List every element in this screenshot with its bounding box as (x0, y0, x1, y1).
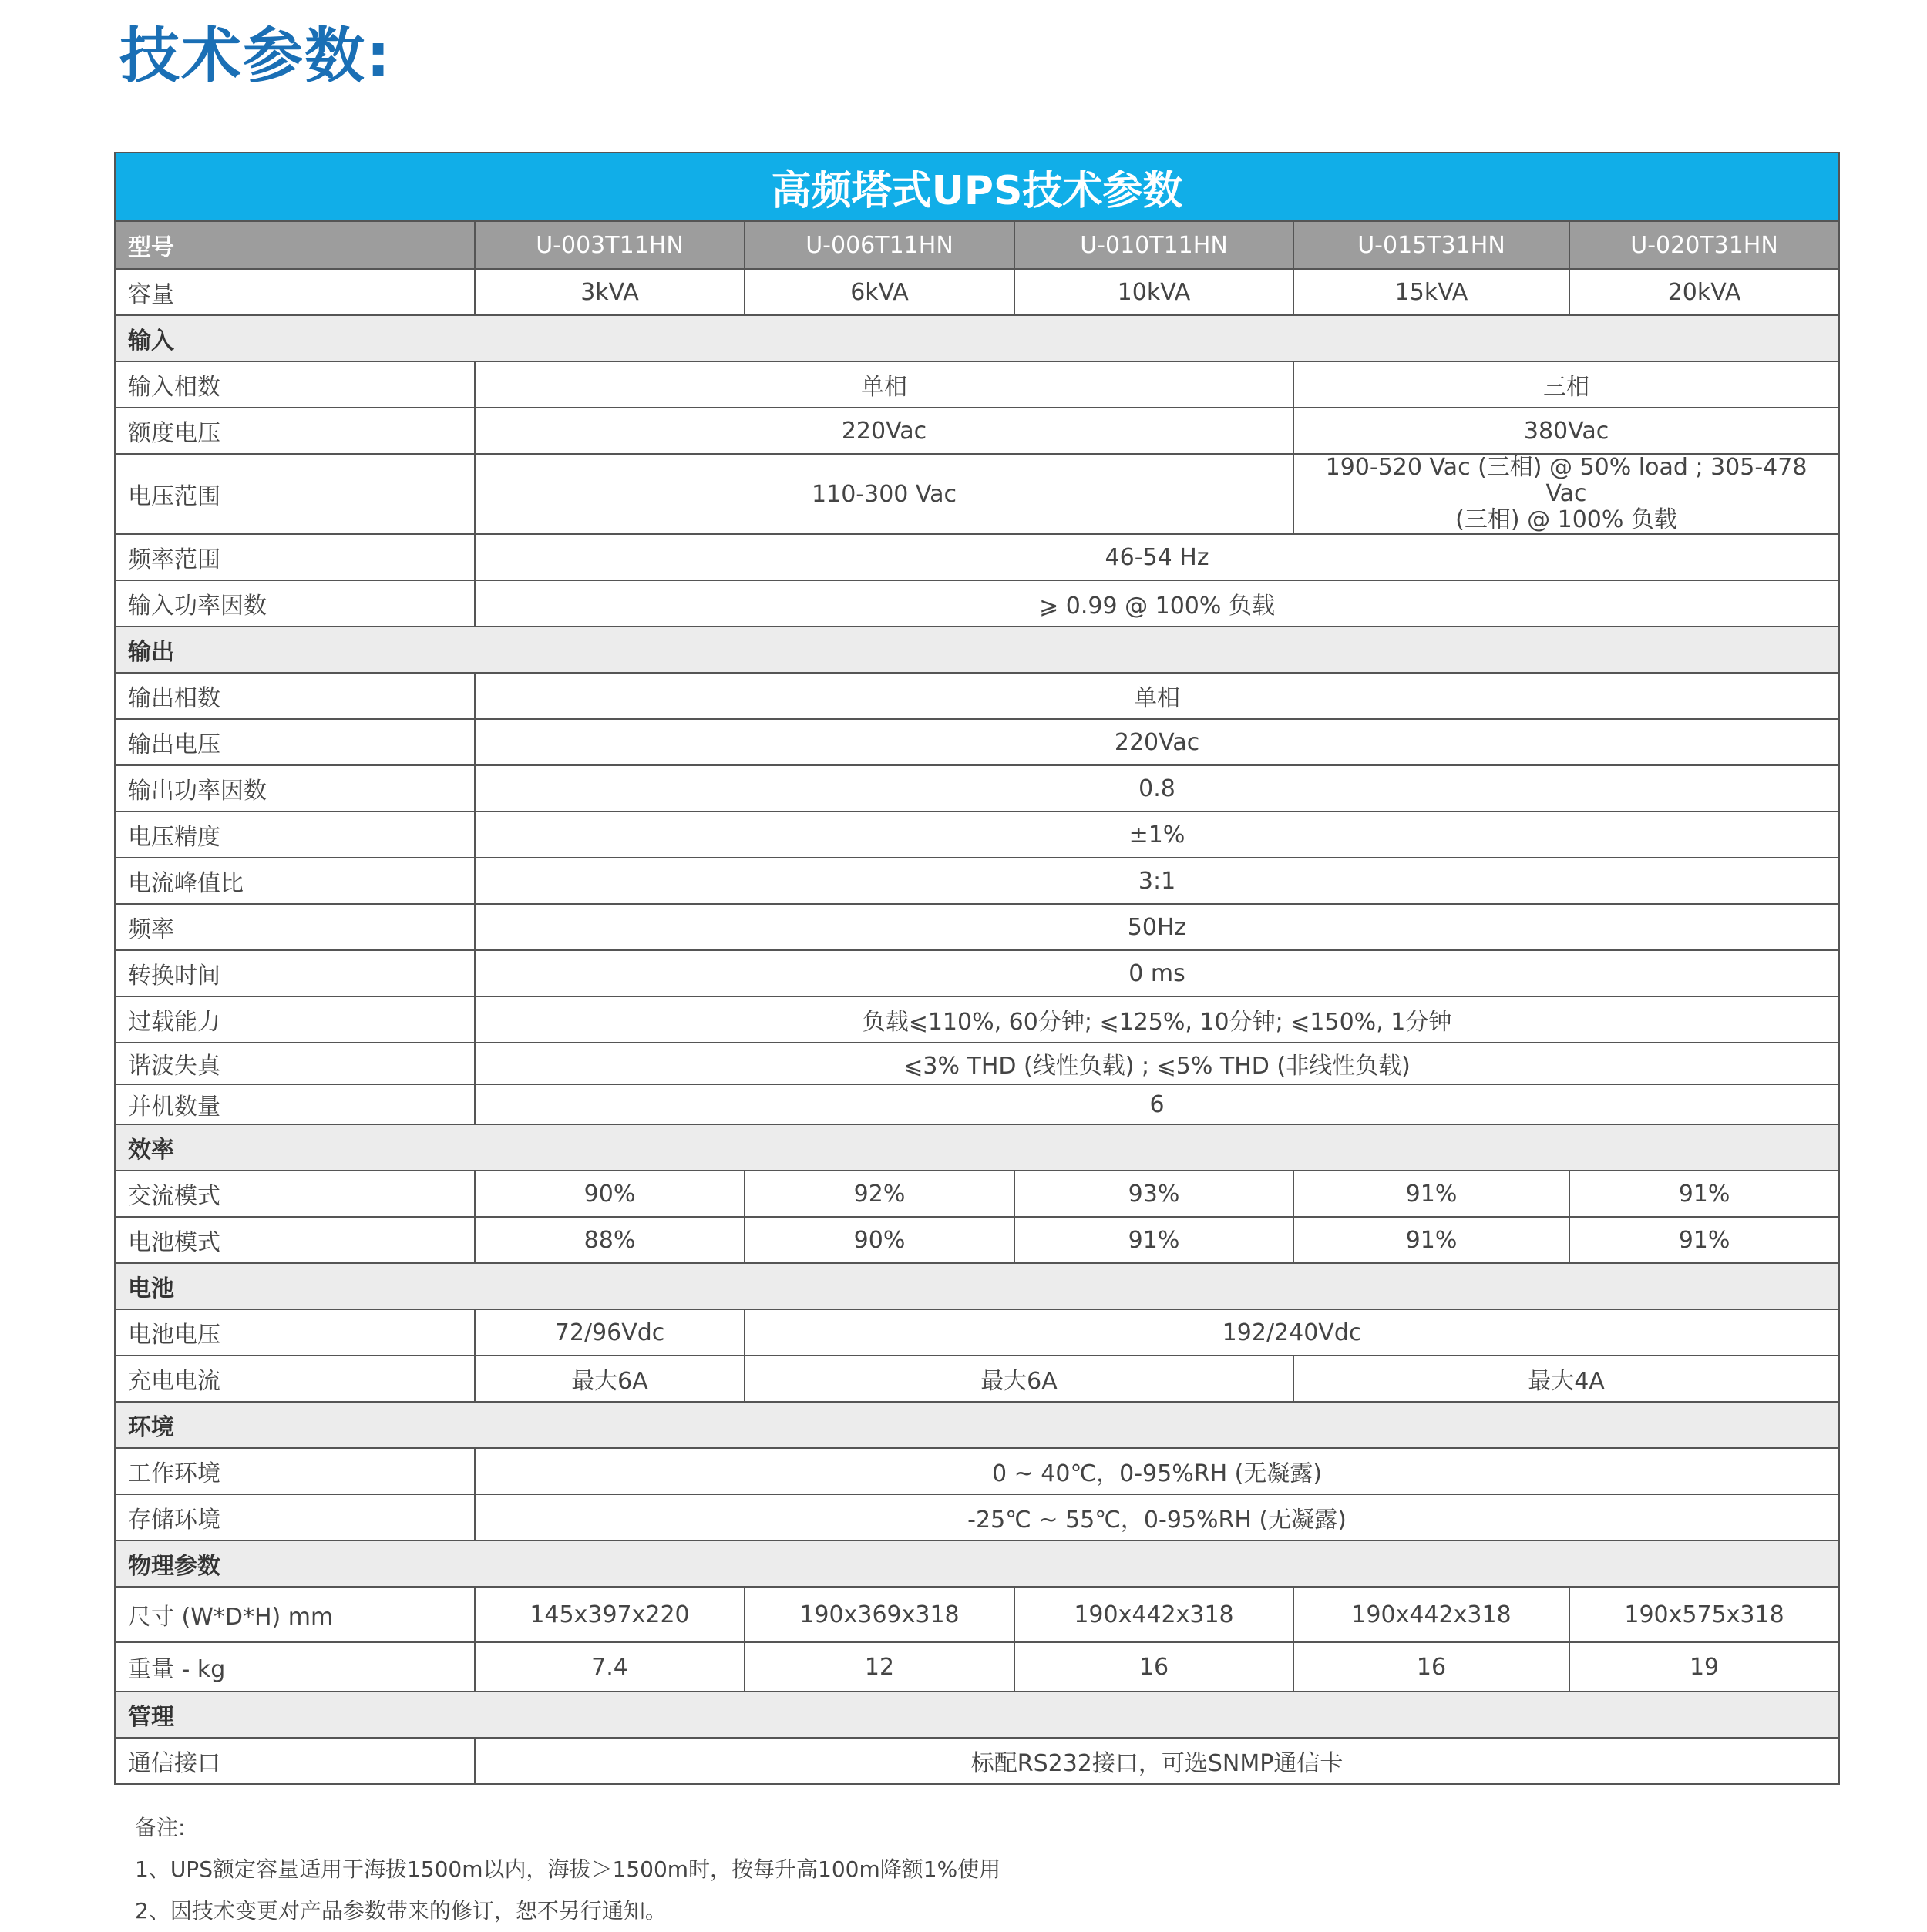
value-cell: 20kVA (1569, 269, 1839, 315)
row-label: 输入相数 (115, 361, 475, 408)
output-crest-row (115, 858, 1839, 904)
section-heading: 输出 (115, 627, 1839, 673)
section-heading: 物理参数 (115, 1541, 1839, 1587)
value-cell: 220Vac (475, 408, 1293, 454)
battery-charge-row (115, 1356, 1839, 1402)
env-operating-row (115, 1448, 1839, 1494)
row-label: 存储环境 (115, 1494, 475, 1541)
model-cell: U-010T11HN (1014, 221, 1293, 269)
value-cell: 10kVA (1014, 269, 1293, 315)
section-heading: 电池 (115, 1263, 1839, 1309)
value-cell: 145x397x220 (475, 1587, 745, 1642)
value-cell: 12 (745, 1642, 1014, 1692)
row-label: 电流峰值比 (115, 858, 475, 904)
spec-table (114, 152, 1840, 1785)
row-label: 电压精度 (115, 811, 475, 858)
value-cell: 91% (1569, 1171, 1839, 1217)
value-cell: 0.8 (475, 765, 1839, 811)
value-cell: 190x369x318 (745, 1587, 1014, 1642)
row-label: 转换时间 (115, 950, 475, 996)
row-label: 过载能力 (115, 996, 475, 1043)
model-row (115, 221, 1839, 269)
value-cell: 72/96Vdc (475, 1309, 745, 1356)
row-label: 频率 (115, 904, 475, 950)
section-heading: 效率 (115, 1124, 1839, 1171)
row-label: 交流模式 (115, 1171, 475, 1217)
value-cell: 6kVA (745, 269, 1014, 315)
section-row-input (115, 315, 1839, 361)
section-row-efficiency (115, 1124, 1839, 1171)
row-label: 电压范围 (115, 454, 475, 534)
row-label: 额度电压 (115, 408, 475, 454)
management-comm-row (115, 1738, 1839, 1784)
row-label: 通信接口 (115, 1738, 475, 1784)
row-label: 重量 - kg (115, 1642, 475, 1692)
value-cell: ⩽3% THD (线性负载) ; ⩽5% THD (非线性负载) (475, 1043, 1839, 1084)
section-row-management (115, 1692, 1839, 1738)
output-parallel-row (115, 1084, 1839, 1124)
table-banner-title: 高频塔式UPS技术参数 (115, 153, 1839, 221)
output-thd-row (115, 1043, 1839, 1084)
value-cell: 190x442x318 (1014, 1587, 1293, 1642)
value-cell: 0 ms (475, 950, 1839, 996)
row-label: 电池电压 (115, 1309, 475, 1356)
note-item: 2、因技术变更对产品参数带来的修订，恕不另行通知。 (135, 1898, 667, 1924)
page-title: 技术参数: (119, 22, 392, 91)
section-heading: 环境 (115, 1402, 1839, 1448)
section-row-environment (115, 1402, 1839, 1448)
value-cell: 50Hz (475, 904, 1839, 950)
row-label: 工作环境 (115, 1448, 475, 1494)
value-cell: 0 ~ 40℃，0-95%RH (无凝露) (475, 1448, 1839, 1494)
row-label: 并机数量 (115, 1084, 475, 1124)
input-pf-row (115, 580, 1839, 627)
value-cell: 16 (1293, 1642, 1569, 1692)
row-label: 尺寸 (W*D*H) mm (115, 1587, 475, 1642)
notes-heading: 备注: (135, 1815, 186, 1840)
capacity-row (115, 269, 1839, 315)
value-cell: 190x442x318 (1293, 1587, 1569, 1642)
value-cell: 3kVA (475, 269, 745, 315)
row-label: 输出功率因数 (115, 765, 475, 811)
value-cell: ±1% (475, 811, 1839, 858)
section-heading: 管理 (115, 1692, 1839, 1738)
section-heading: 输入 (115, 315, 1839, 361)
value-cell: 16 (1014, 1642, 1293, 1692)
output-freq-row (115, 904, 1839, 950)
model-cell: U-015T31HN (1293, 221, 1569, 269)
output-accuracy-row (115, 811, 1839, 858)
section-row-output (115, 627, 1839, 673)
value-cell: 220Vac (475, 719, 1839, 765)
output-voltage-row (115, 719, 1839, 765)
value-cell: 90% (475, 1171, 745, 1217)
value-cell: 7.4 (475, 1642, 745, 1692)
efficiency-ac-row (115, 1171, 1839, 1217)
row-label: 输出电压 (115, 719, 475, 765)
row-label: 电池模式 (115, 1217, 475, 1263)
value-cell: 单相 (475, 673, 1839, 719)
physical-weight-row (115, 1642, 1839, 1692)
section-row-physical (115, 1541, 1839, 1587)
model-cell: U-006T11HN (745, 221, 1014, 269)
value-cell: 90% (745, 1217, 1014, 1263)
note-item: 1、UPS额定容量适用于海拔1500m以内，海拔＞1500m时，按每升高100m降额1%使用 (135, 1856, 1001, 1882)
row-label: 充电电流 (115, 1356, 475, 1402)
value-cell: 93% (1014, 1171, 1293, 1217)
range-line-1: 190-520 Vac (三相) @ 50% load ; 305-478 Vac (1325, 454, 1808, 507)
value-cell: 91% (1569, 1217, 1839, 1263)
output-pf-row (115, 765, 1839, 811)
row-label: 谐波失真 (115, 1043, 475, 1084)
output-transfer-row (115, 950, 1839, 996)
value-cell: ⩾ 0.99 @ 100% 负载 (475, 580, 1839, 627)
value-cell: 46-54 Hz (475, 534, 1839, 580)
value-cell: 88% (475, 1217, 745, 1263)
output-phases-row (115, 673, 1839, 719)
value-cell: 380Vac (1293, 408, 1839, 454)
value-cell: 91% (1293, 1217, 1569, 1263)
value-cell: 92% (745, 1171, 1014, 1217)
value-cell: 3:1 (475, 858, 1839, 904)
value-cell: 最大6A (475, 1356, 745, 1402)
input-voltage-row (115, 408, 1839, 454)
row-label: 输出相数 (115, 673, 475, 719)
value-cell: 单相 (475, 361, 1293, 408)
value-cell: 6 (475, 1084, 1839, 1124)
output-overload-row (115, 996, 1839, 1043)
value-cell: 19 (1569, 1642, 1839, 1692)
input-freq-row (115, 534, 1839, 580)
efficiency-battery-row (115, 1217, 1839, 1263)
value-cell: 192/240Vdc (745, 1309, 1839, 1356)
input-range-row (115, 454, 1839, 534)
value-cell: 负载⩽110%, 60分钟; ⩽125%, 10分钟; ⩽150%, 1分钟 (475, 996, 1839, 1043)
battery-voltage-row (115, 1309, 1839, 1356)
env-storage-row (115, 1494, 1839, 1541)
value-cell: 最大6A (745, 1356, 1293, 1402)
model-cell: U-020T31HN (1569, 221, 1839, 269)
value-cell: 110-300 Vac (475, 454, 1293, 534)
value-cell: 15kVA (1293, 269, 1569, 315)
range-line-2: (三相) @ 100% 负载 (1455, 506, 1677, 533)
value-cell: -25℃ ~ 55℃，0-95%RH (无凝露) (475, 1494, 1839, 1541)
physical-size-row (115, 1587, 1839, 1642)
table-banner-row (115, 153, 1839, 221)
value-cell: 91% (1014, 1217, 1293, 1263)
model-label: 型号 (115, 221, 475, 269)
value-cell: 三相 (1293, 361, 1839, 408)
model-cell: U-003T11HN (475, 221, 745, 269)
value-cell-multiline (1293, 454, 1839, 534)
input-phases-row (115, 361, 1839, 408)
row-label: 频率范围 (115, 534, 475, 580)
value-cell: 标配RS232接口，可选SNMP通信卡 (475, 1738, 1839, 1784)
row-label: 容量 (115, 269, 475, 315)
notes (135, 1807, 1000, 1932)
value-cell: 最大4A (1293, 1356, 1839, 1402)
section-row-battery (115, 1263, 1839, 1309)
value-cell: 190x575x318 (1569, 1587, 1839, 1642)
value-cell: 91% (1293, 1171, 1569, 1217)
row-label: 输入功率因数 (115, 580, 475, 627)
